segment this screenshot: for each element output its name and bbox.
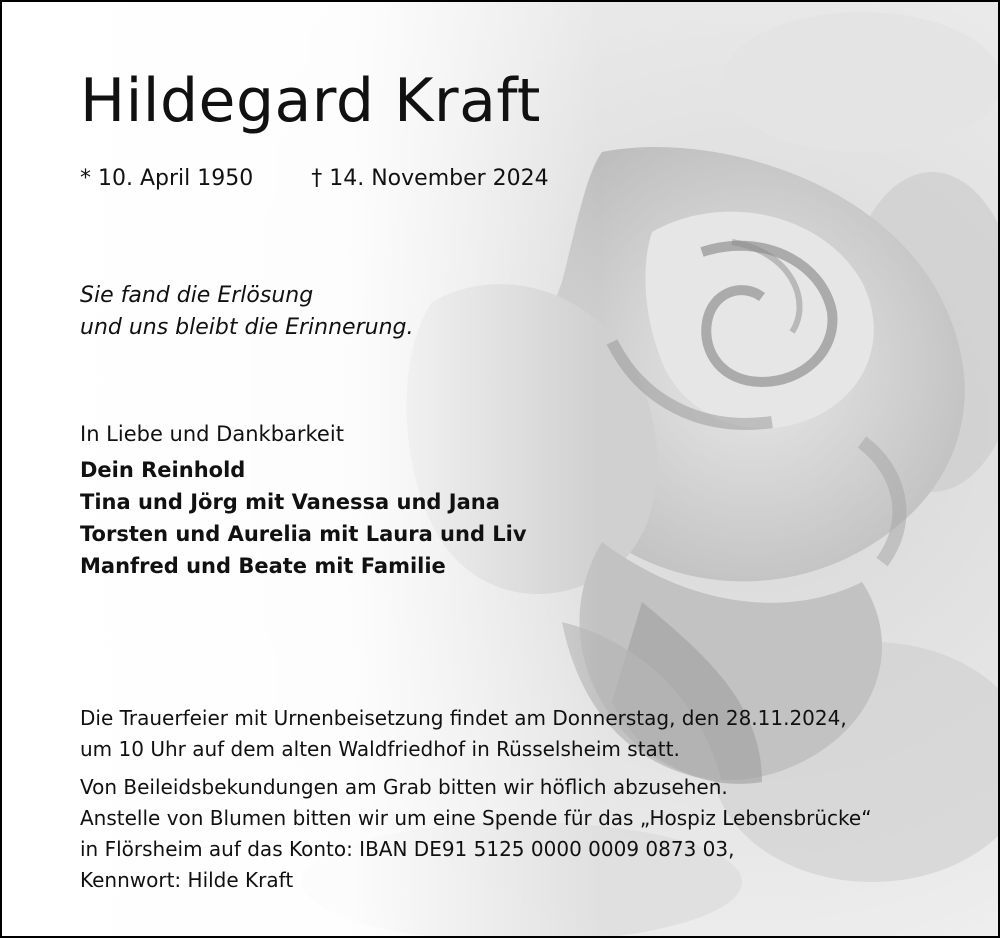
mourner-name: Tina und Jörg mit Vanessa und Jana — [80, 490, 500, 514]
service-line: Die Trauerfeier mit Urnenbeisetzung findet am Donnerstag, den 28.11.2024, — [80, 706, 847, 730]
life-dates — [80, 166, 549, 191]
mourners-list — [80, 418, 527, 582]
quote-line: Sie fand die Erlösung — [80, 283, 314, 308]
mourner-name: Torsten und Aurelia mit Laura und Liv — [80, 522, 527, 546]
death-date: † 14. November 2024 — [311, 166, 549, 191]
memorial-quote — [80, 280, 413, 344]
donation-line: Von Beileidsbekundungen am Grab bitten wir höflich abzusehen. — [80, 775, 728, 799]
mourners-intro: In Liebe und Dankbarkeit — [80, 422, 344, 446]
donation-details — [80, 772, 872, 896]
birth-date: * 10. April 1950 — [80, 166, 254, 191]
funeral-information — [80, 703, 872, 896]
mourner-name: Dein Reinhold — [80, 458, 246, 482]
deceased-name: Hildegard Kraft — [80, 66, 541, 136]
service-details — [80, 703, 872, 765]
mourner-name: Manfred und Beate mit Familie — [80, 554, 446, 578]
service-line: um 10 Uhr auf dem alten Waldfriedhof in Rüsselsheim statt. — [80, 737, 680, 761]
donation-line: Kennwort: Hilde Kraft — [80, 868, 294, 892]
donation-line: Anstelle von Blumen bitten wir um eine Spende für das „Hospiz Lebensbrücke“ — [80, 806, 872, 830]
donation-line: in Flörsheim auf das Konto: IBAN DE91 5125 0000 0009 0873 03, — [80, 837, 735, 861]
quote-line: und uns bleibt die Erinnerung. — [80, 315, 414, 340]
